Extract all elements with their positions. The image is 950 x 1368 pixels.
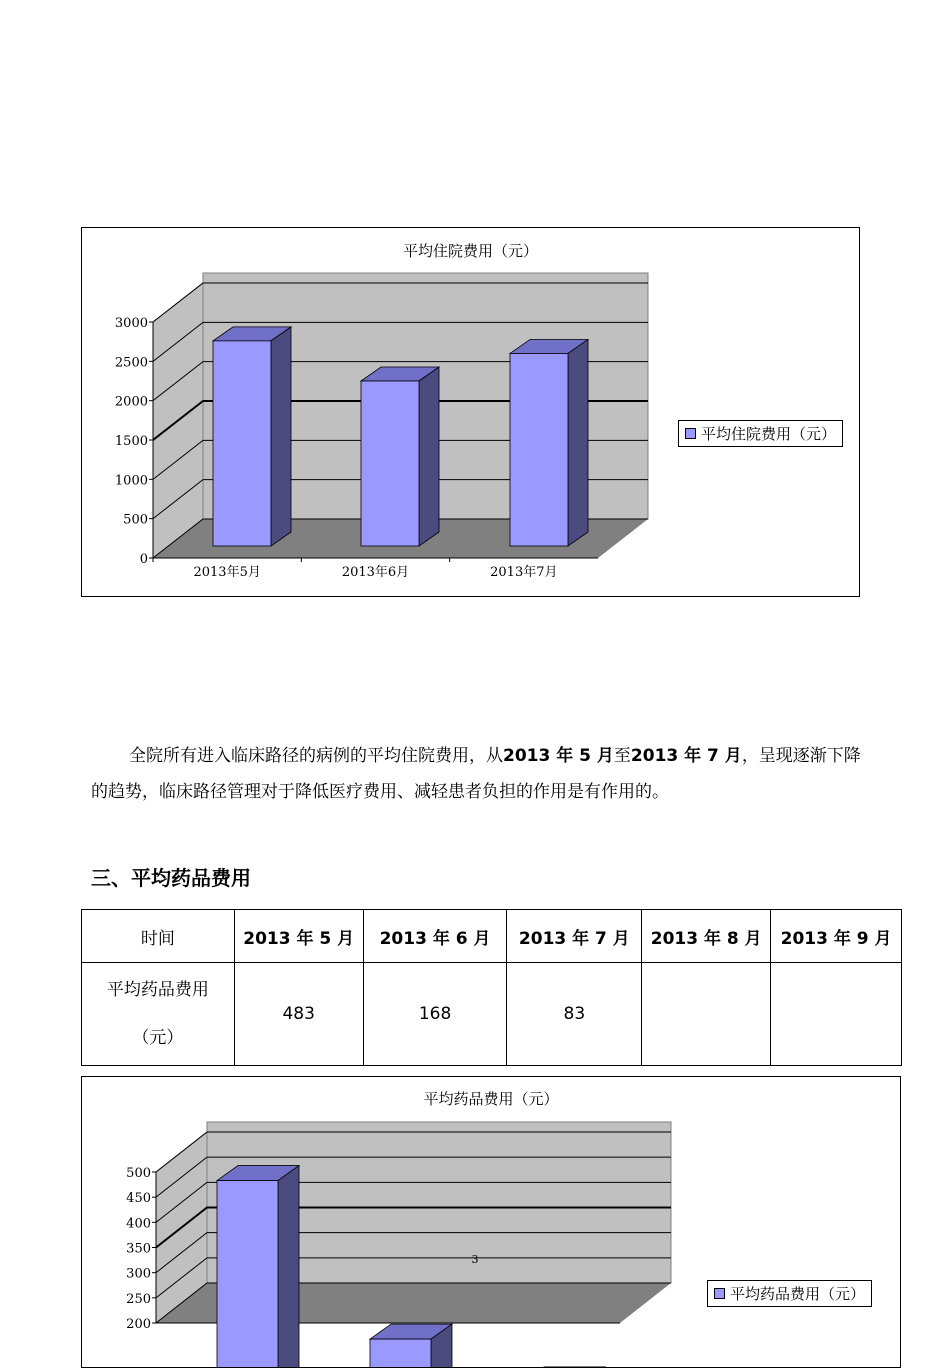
paragraph-text: 全院所有进入临床路径的病例的平均住院费用，从 xyxy=(129,746,503,766)
row-label-line: （元） xyxy=(83,1014,233,1062)
x-tick-label: 2013年5月 xyxy=(193,564,260,580)
bar-side xyxy=(568,339,588,546)
bar xyxy=(217,1181,278,1367)
chart-legend xyxy=(707,1280,872,1307)
y-tick-label: 450 xyxy=(126,1191,151,1206)
y-tick-label: 3000 xyxy=(115,316,148,331)
table-header-cell: 2013 年 5 月 xyxy=(234,910,363,963)
bar-side xyxy=(271,327,291,546)
paragraph-text: 至 xyxy=(614,746,631,766)
y-tick-label: 0 xyxy=(140,552,148,567)
table-cell: 483 xyxy=(234,963,363,1066)
chart-title: 平均住院费用（元） xyxy=(82,240,859,261)
chart-plot xyxy=(82,228,859,596)
legend-label: 平均药品费用（元） xyxy=(730,1285,865,1303)
chart-legend xyxy=(678,420,843,447)
x-tick-label: 2013年6月 xyxy=(342,564,409,580)
y-tick-label: 500 xyxy=(123,513,148,528)
table-header-cell: 2013 年 6 月 xyxy=(363,910,507,963)
legend-label: 平均住院费用（元） xyxy=(701,425,836,443)
paragraph-text: ，呈现逐渐下降的趋势，临床路径管理对于降低医疗费用、减轻患者负担的作用是有作用的。 xyxy=(91,746,861,802)
table-row xyxy=(82,963,902,1066)
x-tick-label: 2013年7月 xyxy=(490,564,557,580)
legend-swatch xyxy=(685,428,696,439)
paragraph-date-end: 2013 年 7 月 xyxy=(631,746,742,766)
y-tick-label: 2000 xyxy=(115,395,148,410)
chart-title: 平均药品费用（元） xyxy=(82,1088,900,1109)
table-cell xyxy=(642,963,771,1066)
y-tick-label: 2500 xyxy=(115,355,148,370)
chart-plot xyxy=(82,1077,900,1367)
bar xyxy=(370,1339,431,1367)
body-paragraph xyxy=(91,738,866,810)
drug-cost-table xyxy=(81,909,902,1066)
y-tick-label: 300 xyxy=(126,1267,151,1282)
table-header-cell: 2013 年 9 月 xyxy=(771,910,902,963)
y-tick-label: 1500 xyxy=(115,434,148,449)
bar-side xyxy=(278,1166,299,1367)
table-cell: 168 xyxy=(363,963,507,1066)
table-header-cell: 2013 年 7 月 xyxy=(507,910,642,963)
drug-cost-chart xyxy=(81,1076,901,1368)
stray-label: 3 xyxy=(472,1253,479,1266)
y-tick-label: 500 xyxy=(126,1166,151,1181)
y-tick-label: 250 xyxy=(126,1292,151,1307)
y-tick-label: 200 xyxy=(126,1317,151,1332)
table-header-cell: 2013 年 8 月 xyxy=(642,910,771,963)
bar xyxy=(361,381,419,546)
table-cell: 83 xyxy=(507,963,642,1066)
section-heading: 三、平均药品费用 xyxy=(91,862,251,891)
bar-side xyxy=(419,367,439,546)
row-label-line: 平均药品费用 xyxy=(83,966,233,1014)
row-label-cell xyxy=(82,963,235,1066)
hospitalization-cost-chart xyxy=(81,227,860,597)
paragraph-date-start: 2013 年 5 月 xyxy=(503,746,614,766)
bar xyxy=(213,341,271,546)
bar xyxy=(510,353,568,546)
table-cell xyxy=(771,963,902,1066)
table-header-cell: 时间 xyxy=(82,910,235,963)
y-tick-label: 350 xyxy=(126,1242,151,1257)
y-tick-label: 400 xyxy=(126,1216,151,1231)
y-tick-label: 1000 xyxy=(115,473,148,488)
legend-swatch xyxy=(714,1288,725,1299)
table-header-row xyxy=(82,910,902,963)
